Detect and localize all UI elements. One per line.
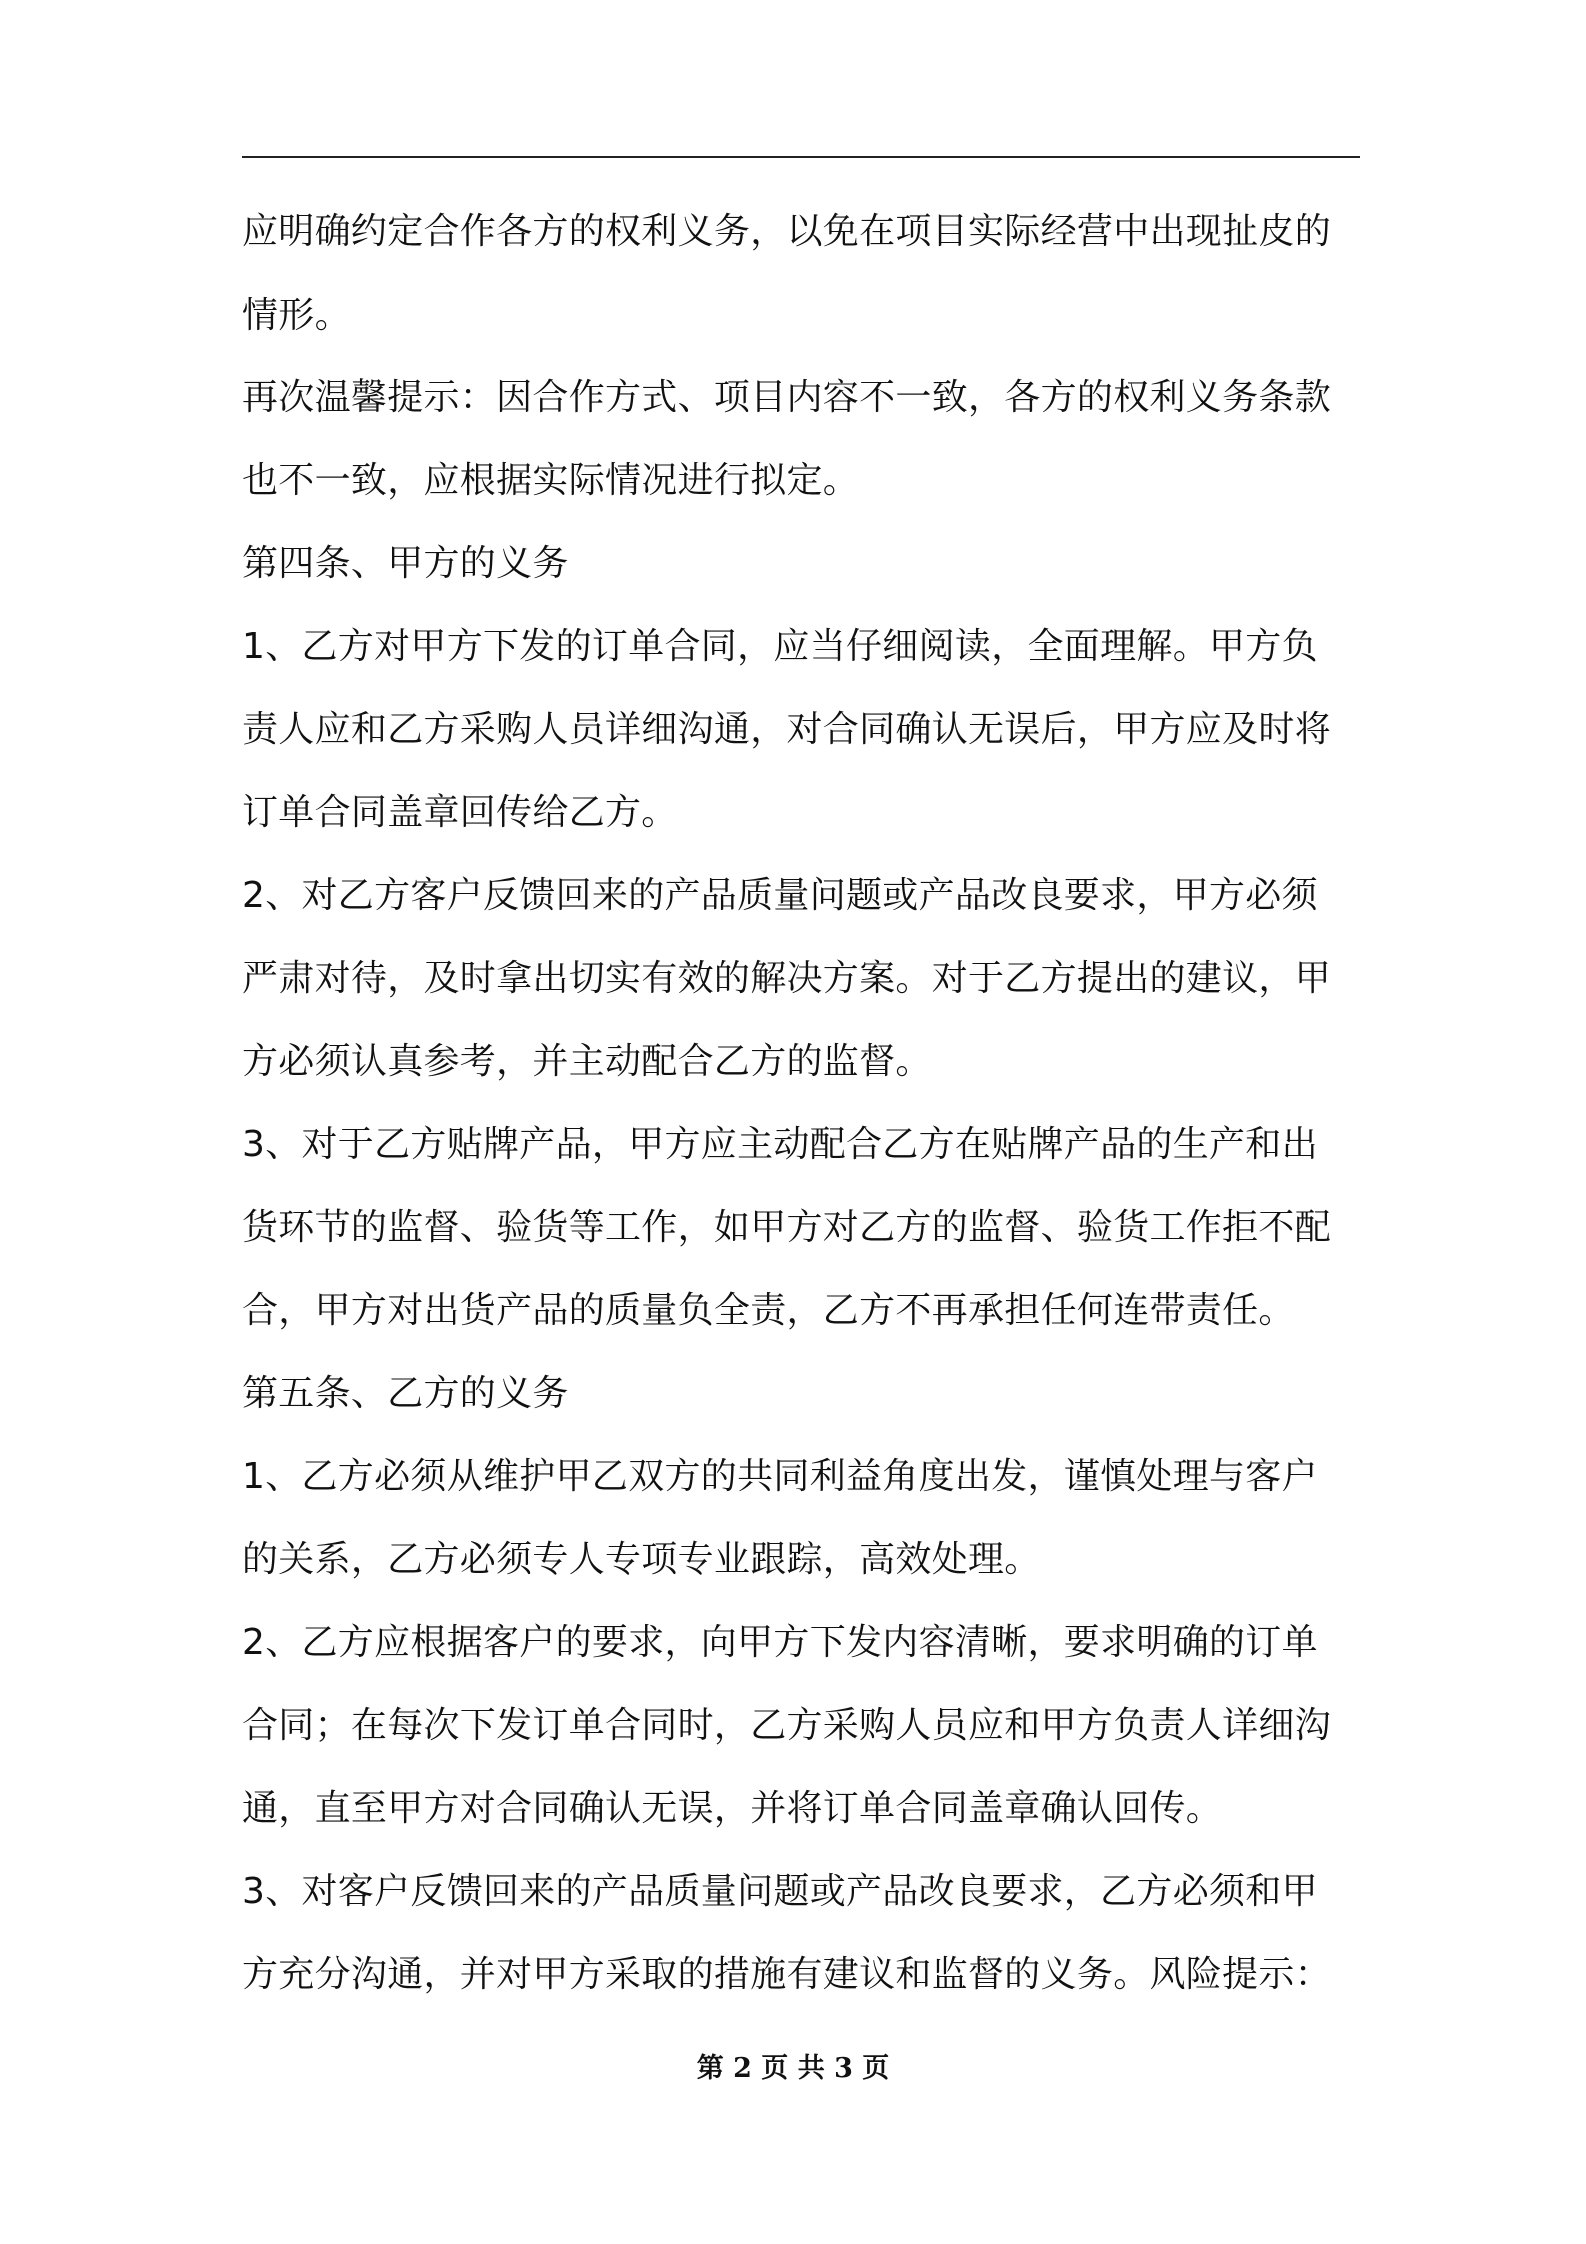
paragraph-line: 严肃对待，及时拿出切实有效的解决方案。对于乙方提出的建议，甲 [242,958,1332,999]
paragraph-line: 1、乙方对甲方下发的订单合同，应当仔细阅读，全面理解。甲方负 [242,626,1318,667]
paragraph-line: 1、乙方必须从维护甲乙双方的共同利益角度出发，谨慎处理与客户 [242,1456,1318,1497]
paragraph-line: 责人应和乙方采购人员详细沟通，对合同确认无误后，甲方应及时将 [242,709,1332,750]
paragraph-line: 合同；在每次下发订单合同时，乙方采购人员应和甲方负责人详细沟 [242,1705,1332,1746]
section-heading: 第四条、甲方的义务 [242,543,569,584]
paragraph-line: 2、乙方应根据客户的要求，向甲方下发内容清晰，要求明确的订单 [242,1622,1318,1663]
paragraph-line: 货环节的监督、验货等工作，如甲方对乙方的监督、验货工作拒不配 [242,1207,1332,1248]
paragraph-line: 合，甲方对出货产品的质量负全责，乙方不再承担任何连带责任。 [242,1290,1295,1331]
paragraph-line: 的关系，乙方必须专人专项专业跟踪，高效处理。 [242,1539,1041,1580]
section-heading: 第五条、乙方的义务 [242,1373,569,1414]
paragraph-line: 方充分沟通，并对甲方采取的措施有建议和监督的义务。风险提示： [242,1954,1332,1995]
paragraph-line: 方必须认真参考，并主动配合乙方的监督。 [242,1041,932,1082]
paragraph-line: 应明确约定合作各方的权利义务，以免在项目实际经营中出现扯皮的 [242,211,1332,252]
paragraph-line: 通，直至甲方对合同确认无误，并将订单合同盖章确认回传。 [242,1788,1223,1829]
paragraph-line: 再次温馨提示：因合作方式、项目内容不一致，各方的权利义务条款 [242,377,1332,418]
paragraph-line: 2、对乙方客户反馈回来的产品质量问题或产品改良要求，甲方必须 [242,875,1318,916]
header-rule [242,156,1360,158]
paragraph-line: 情形。 [242,295,351,336]
paragraph-line: 也不一致，应根据实际情况进行拟定。 [242,460,860,501]
paragraph-line: 3、对于乙方贴牌产品，甲方应主动配合乙方在贴牌产品的生产和出 [242,1124,1318,1165]
paragraph-line: 3、对客户反馈回来的产品质量问题或产品改良要求，乙方必须和甲 [242,1871,1318,1912]
page-number-footer: 第 2 页 共 3 页 [696,2053,890,2084]
paragraph-line: 订单合同盖章回传给乙方。 [242,792,678,833]
